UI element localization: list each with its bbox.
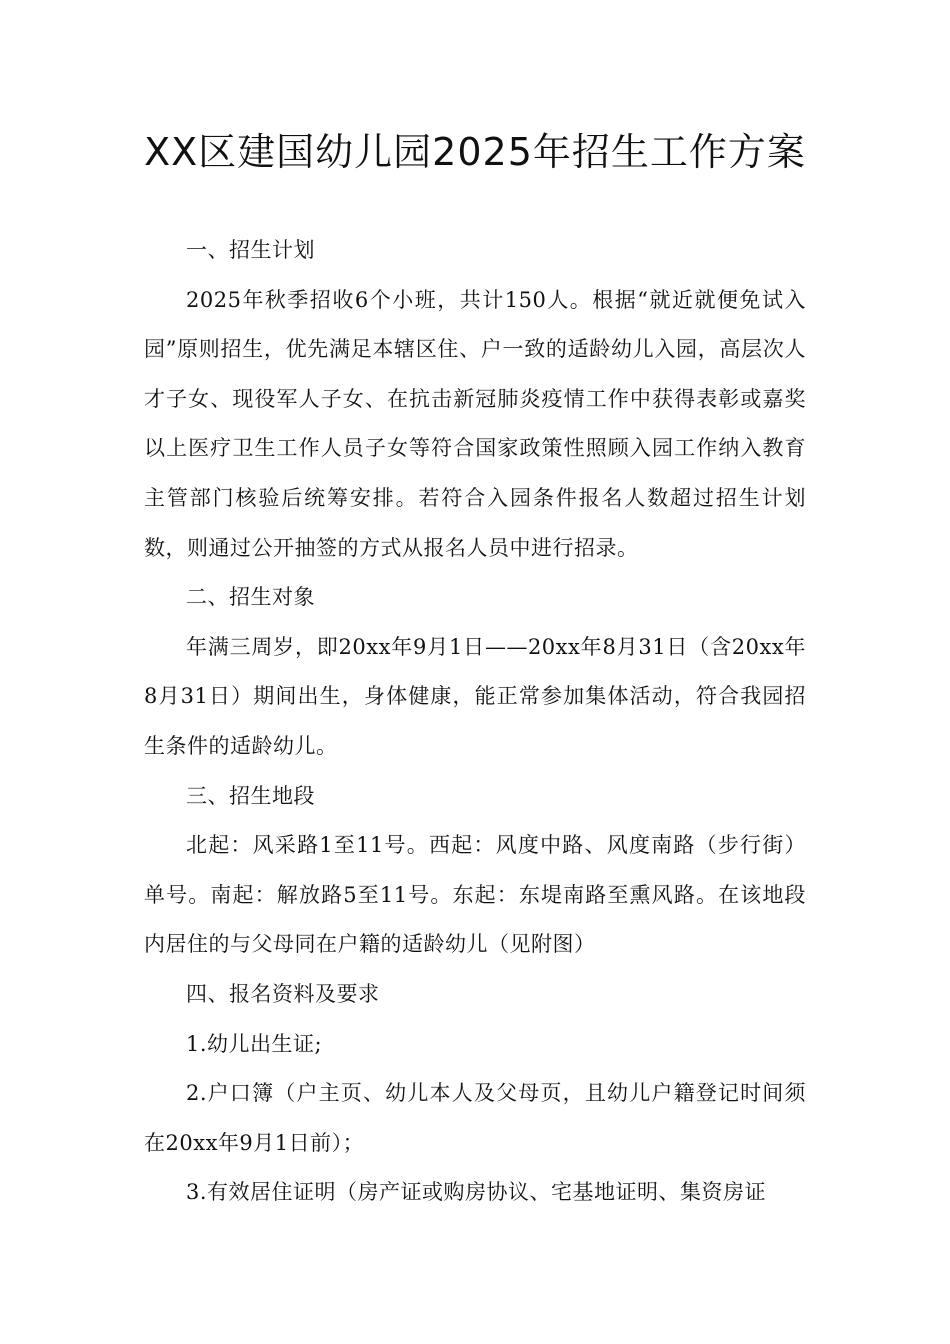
list-item: 3.有效居住证明（房产证或购房协议、宅基地证明、集资房证 (186, 1180, 767, 1205)
paragraph-plan: 2025年秋季招收6个小班，共计150人。根据“就近就便免试入园”原则招生，优先满足本辖区住、户一致的适龄幼儿入园，高层次人才子女、现役军人子女、在抗击新冠肺炎疫情工作中获得表彰或嘉奖以上医疗卫生工作人员子女等符合国家政策性照顾入园工作纳入教育主管部门核验后统筹安排。若符合入园条件报名人数超过招生计划数，则通过公开抽签的方式从报名人员中进行招录。 (144, 287, 806, 560)
section-heading-requirements: 四、报名资料及要求 (186, 981, 380, 1006)
section-heading-plan: 一、招生计划 (186, 238, 315, 262)
list-item: 1.幼儿出生证; (186, 1031, 323, 1056)
section-heading-target: 二、招生对象 (186, 585, 315, 610)
section-heading-area: 三、招生地段 (186, 783, 315, 808)
list-item: 2.户口簿（户主页、幼儿本人及父母页，且幼儿户籍登记时间须在20xx年9月1日前）； (144, 1081, 806, 1155)
document-title: XX区建国幼儿园2025年招生工作方案 (144, 130, 806, 174)
paragraph-area: 北起：风采路1至11号。西起：风度中路、风度南路（步行街）单号。南起：解放路5至11号。东起：东堤南路至熏风路。在该地段内居住的与父母同在户籍的适龄幼儿（见附图） (144, 833, 806, 957)
document-body (144, 226, 806, 1218)
paragraph-target: 年满三周岁，即20xx年9月1日——20xx年8月31日（含20xx年8月31日）期间出生，身体健康，能正常参加集体活动，符合我园招生条件的适龄幼儿。 (144, 634, 806, 758)
